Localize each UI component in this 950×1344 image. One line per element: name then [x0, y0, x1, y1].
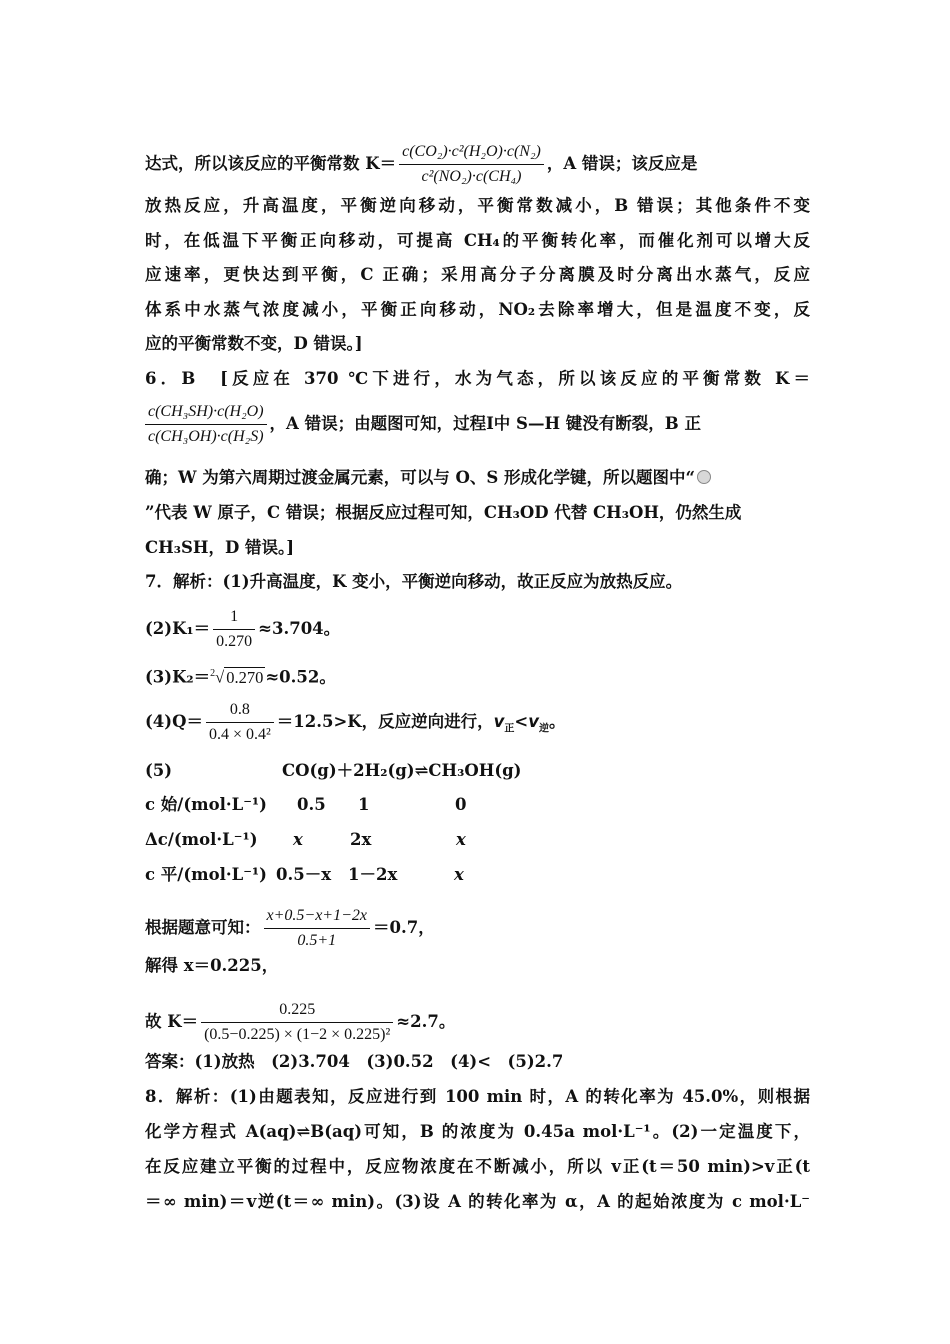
- table-row-label: Δc/(mol·L⁻¹): [145, 830, 258, 849]
- rate-symbol: v: [528, 712, 540, 731]
- table-row-label: c 平/(mol·L⁻¹): [145, 865, 267, 884]
- q6-line-3: [145, 467, 810, 489]
- text-segment: ≈0.52。: [265, 667, 336, 687]
- equilibrium-fraction: [399, 142, 544, 187]
- text-segment: ≈3.704。: [258, 619, 341, 638]
- fraction-denominator: 0.270: [216, 633, 253, 650]
- conversion-fraction: [264, 906, 371, 951]
- fraction-numerator: 0.225: [201, 1000, 393, 1023]
- text-segment: ＝12.5>K，反应逆向进行，: [276, 712, 494, 731]
- fraction-denominator: 0.4 × 0.4²: [208, 726, 271, 743]
- text-segment: (2)K₁＝: [145, 619, 211, 638]
- fraction-numerator: 1: [213, 607, 255, 630]
- table-cell: 0.5－x: [276, 865, 332, 884]
- q7-line-4: [145, 700, 810, 745]
- root-expression: $^2$√ 0.270: [210, 667, 264, 687]
- q5-line-2: 放热反应，升高温度，平衡逆向移动，平衡常数减小，B 错误；其他条件不变: [145, 196, 810, 215]
- q8-line-2: 化学方程式 A(aq)⇌B(aq)可知，B 的浓度为 0.45a mol·L⁻¹。(2)一定温度下，: [145, 1122, 810, 1141]
- q7-line-3: [145, 663, 810, 689]
- text-segment: 根据题意可知：: [145, 918, 261, 937]
- q7-line-2: [145, 607, 810, 652]
- q5-line-1: [145, 142, 810, 187]
- q6-line-2: [145, 402, 810, 447]
- table-cell: 0: [455, 795, 467, 814]
- rate-symbol: v: [493, 712, 505, 731]
- fraction-denominator: c(CH₃OH)·c(H₂S): [148, 428, 264, 445]
- text-segment: 。: [549, 712, 566, 731]
- q5-line-3: 时，在低温下平衡正向移动，可提高 CH₄的平衡转化率，而催化剂可以增大反: [145, 231, 810, 250]
- fraction-denominator: (0.5−0.225) × (1−2 × 0.225)²: [204, 1026, 391, 1043]
- text-segment: (4)Q＝: [145, 712, 203, 731]
- fraction-numerator: c(CO₂)·c²(H₂O)·c(N₂): [399, 142, 544, 165]
- table-cell: x: [454, 865, 464, 884]
- table-cell: x: [456, 830, 466, 849]
- fraction-numerator: x+0.5−x+1−2x: [264, 906, 371, 929]
- k-fraction: [201, 1000, 393, 1045]
- q5-line-5: 体系中水蒸气浓度减小，平衡正向移动，NO₂去除率增大，但是温度不变，反: [145, 300, 810, 319]
- fraction-denominator: 0.5+1: [297, 932, 337, 949]
- table-cell: 1: [358, 795, 370, 814]
- rate-subscript: 逆: [539, 723, 550, 735]
- text-segment: ，A 错误；该反应是: [546, 154, 698, 173]
- text-segment: 故 K＝: [145, 1012, 199, 1031]
- text-segment: 确；W 为第六周期过渡金属元素，可以与 O、S 形成化学键，所以题图中“: [145, 468, 696, 487]
- equilibrium-fraction: [145, 402, 267, 447]
- table-header-label: (5): [145, 761, 173, 780]
- root-body: 0.270: [226, 667, 264, 687]
- q8-line-4: ＝∞ min)＝v逆(t＝∞ min)。(3)设 A 的转化率为 α，A 的起始浓度为 c mol·L⁻: [145, 1192, 810, 1211]
- text-segment: 达式，所以该反应的平衡常数 K＝: [145, 154, 397, 173]
- root-index: 2: [210, 668, 216, 679]
- q7-line-11: [145, 1000, 810, 1045]
- table-row-label: c 始/(mol·L⁻¹): [145, 795, 267, 814]
- table-cell: 2x: [350, 830, 372, 849]
- q6-line-1: 6．B [反应在 370 ℃下进行，水为气态，所以该反应的平衡常数 K＝: [145, 369, 810, 388]
- text-segment: <: [514, 712, 529, 731]
- q7-answer: 答案：(1)放热 (2)3.704 (3)0.52 (4)< (5)2.7: [145, 1052, 564, 1071]
- table-cell: x: [293, 830, 303, 849]
- table-cell: 0.5: [297, 795, 326, 814]
- q7-line-9: [145, 906, 810, 951]
- q-fraction: [206, 700, 274, 745]
- table-cell: 1－2x: [348, 865, 398, 884]
- table-equation: CO(g)＋2H₂(g)⇌CH₃OH(g): [282, 761, 522, 780]
- fraction-numerator: 0.8: [206, 700, 274, 723]
- text-segment: (3)K₂＝: [145, 667, 211, 687]
- rate-subscript: 正: [504, 723, 515, 735]
- q8-line-1: 8．解析：(1)由题表知，反应进行到 100 min 时，A 的转化率为 45.0%，则根据: [145, 1087, 810, 1106]
- text-segment: ≈2.7。: [396, 1012, 456, 1031]
- text-segment: ＝0.7，: [373, 918, 435, 937]
- q7-line-1: 7．解析：(1)升高温度，K 变小，平衡逆向移动，故正反应为放热反应。: [145, 572, 683, 591]
- q8-line-3: 在反应建立平衡的过程中，反应物浓度在不断减小，所以 v正(t＝50 min)>v正(t: [145, 1157, 810, 1176]
- q6-line-4: ”代表 W 原子，C 错误；根据反应过程可知，CH₃OD 代替 CH₃OH，仍然生成: [145, 503, 742, 522]
- q6-line-5: CH₃SH，D 错误。]: [145, 538, 295, 557]
- q5-line-4: 应速率，更快达到平衡，C 正确；采用高分子分离膜及时分离出水蒸气，反应: [145, 265, 810, 284]
- fraction-numerator: c(CH₃SH)·c(H₂O): [145, 402, 267, 425]
- q7-line-10: 解得 x＝0.225，: [145, 956, 279, 975]
- k1-fraction: [213, 607, 255, 652]
- w-atom-circle-icon: [697, 470, 711, 484]
- q5-line-6: 应的平衡常数不变，D 错误。]: [145, 334, 363, 353]
- text-segment: ，A 错误；由题图可知，过程Ⅰ中 S—H 键没有断裂，B 正: [269, 414, 701, 433]
- fraction-denominator: c²(NO₂)·c(CH₄): [421, 168, 522, 185]
